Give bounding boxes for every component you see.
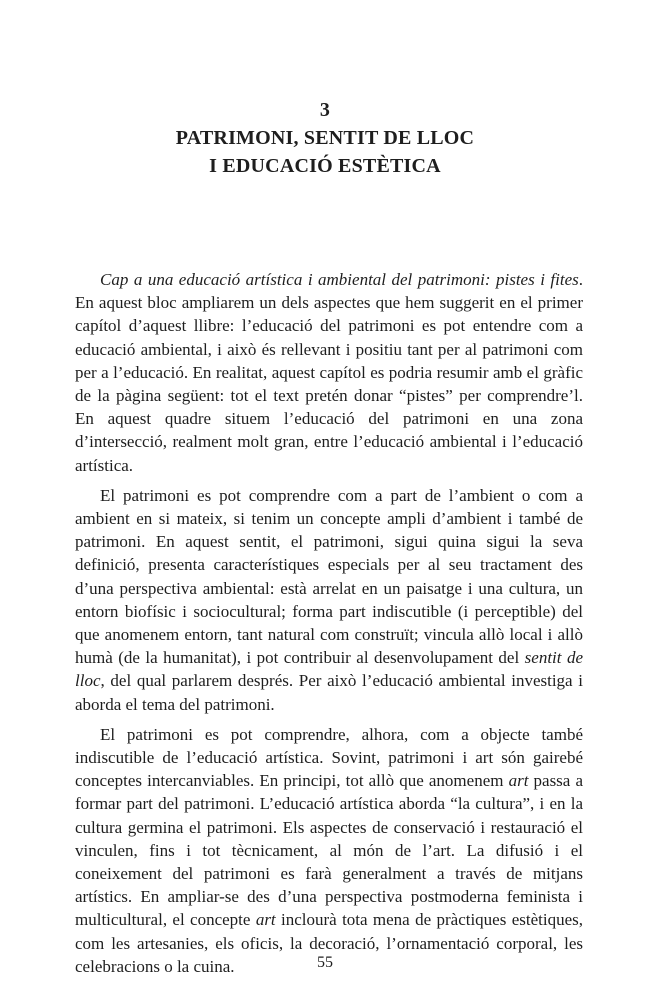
chapter-number: 3: [319, 99, 331, 121]
paragraph-text: passa a formar part del patrimoni. L’educació artística aborda “la cultura”, i en la cultura germina el patrimoni. Els aspectes de conservació i restauració el vinculen, fins i tot tècnicament, al món de l’art. La difusió i el coneixement del patrimoni es farà generalment a través de mitjans artístics. En ampliar-se des d’una perspectiva postmoderna feminista i multicultural, el concepte: [75, 771, 583, 930]
italic-term: sentit de lloc: [75, 648, 583, 691]
italic-term: art: [255, 910, 276, 930]
paragraph-text: , del qual parlarem després. Per això l’educació ambiental investiga i aborda el tema del patrimoni.: [75, 671, 583, 714]
chapter-heading: [0, 96, 650, 180]
paragraph-1: [75, 268, 583, 477]
chapter-body: [75, 268, 583, 985]
paragraph-text: inclourà tota mena de pràctiques estètiques, com les artesanies, els oficis, la decoració, l’ornamentació corporal, les celebracions o la cuina.: [75, 910, 583, 976]
paragraph-3: [75, 723, 583, 978]
chapter-title-line-2: I EDUCACIÓ ESTÈTICA: [209, 155, 441, 177]
section-lead-italic: Cap a una educació artística i ambiental del patrimoni: pistes i fites: [100, 270, 579, 289]
paragraph-text: El patrimoni es pot comprendre, alhora, com a objecte també indiscutible de l’educació artística. Sovint, patrimoni i art són gairebé conceptes intercanviables. En principi, tot allò que anomenem: [75, 724, 583, 791]
paragraph-text: El patrimoni es pot comprendre com a part de l’ambient o com a ambient en si mateix, si tenim un concepte ampli d’ambient i també de patrimoni. En aquest sentit, el patrimoni, sigui quina sigui la seva definició, presenta característiques especials per al seu tractament des d’una perspectiva ambiental: està arrelat en un paisatge i una cultura, un entorn biofísic i sociocultural; forma part indiscutible (i perceptible) del que anomenem entorn, tant natural com construït; vincula allò local i allò humà (de la humanitat), i pot contribuir al desenvolupament del: [75, 485, 583, 668]
paragraph-text: . En aquest bloc ampliarem un dels aspectes que hem suggerit en el primer capítol d’aquest llibre: l’educació del patrimoni es pot entendre com a educació ambiental, i això és rellevant i positiu tant per al patrimoni com per a l’educació. En realitat, aquest capítol es podria resumir amb el gràfic de la pàgina següent: tot el text pretén donar “pistes” per comprendre’l. En aquest quadre situem l’educació del patrimoni en una zona d’intersecció, realment molt gran, entre l’educació ambiental i l’educació artística.: [75, 270, 583, 475]
page-number: 55: [317, 954, 333, 971]
chapter-title-line-1: PATRIMONI, SENTIT DE LLOC: [175, 127, 475, 149]
paragraph-2: [75, 484, 583, 716]
italic-term: art: [508, 771, 529, 791]
